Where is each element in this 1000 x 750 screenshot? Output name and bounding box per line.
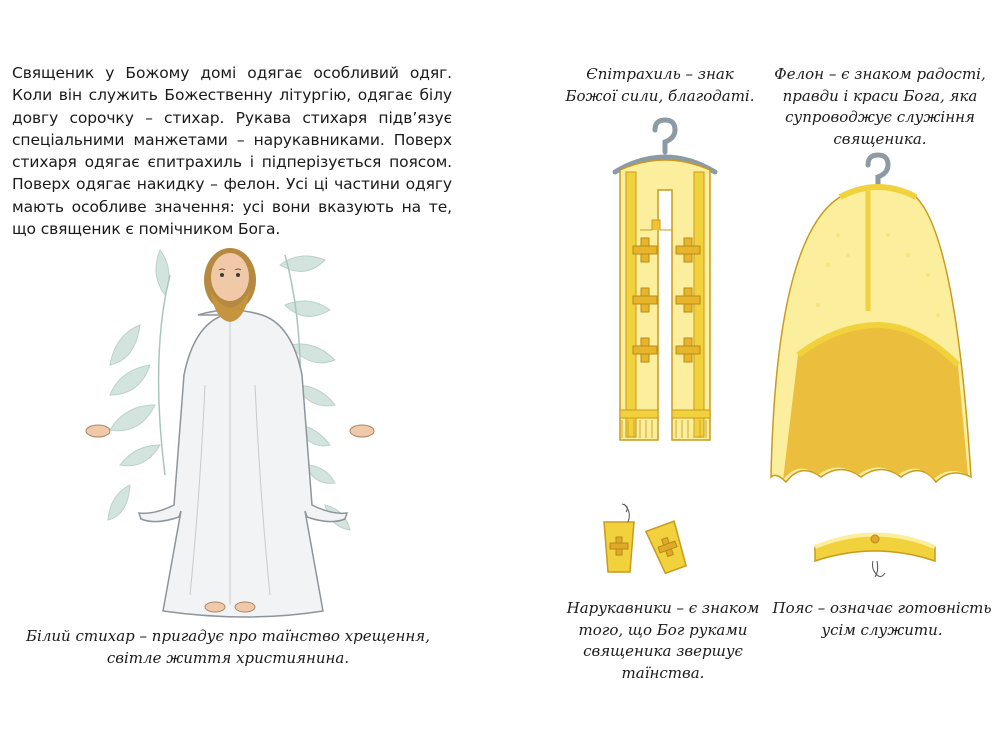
felon-illustration [768,145,978,490]
epitrakhil-illustration [600,110,730,450]
belt-illustration [805,525,945,585]
cuffs-illustration [590,500,700,580]
cuff-right [646,521,690,574]
caption-stikhar: Білий стихар – пригадує про таїнство хрещення, світле життя християнина. [26,627,430,667]
caption-narukavnyky: Нарукавники – є знаком того, що Бог руками священика звершує таїнства. [566,599,760,682]
caption-poyas: Пояс – означає готовність усім служити. [772,599,992,639]
intro-paragraph: Священик у Божому домі одягає особливий одяг. Коли він служить Божественну літургію, одягає білу довгу сорочку – стихар. Рукава стихаря підв’язує спеціальними манжетами – нарукавниками. Поверх стихаря одягає єпитрахиль і підперізується поясом. Поверх одягає накидку – фелон. Усі ці частини одягу мають особливе значення: усі вони вказують на те, що священик є помічником Бога. [12,64,452,239]
caption-felon: Фелон – є знаком радості, правди і краси Бога, яка супроводжує служіння священика. [774,65,986,148]
priest-illustration [80,235,380,625]
cuff-left [604,504,634,572]
caption-epitrakhil: Єпітрахиль – знак Божої сили, благодаті. [565,65,755,105]
